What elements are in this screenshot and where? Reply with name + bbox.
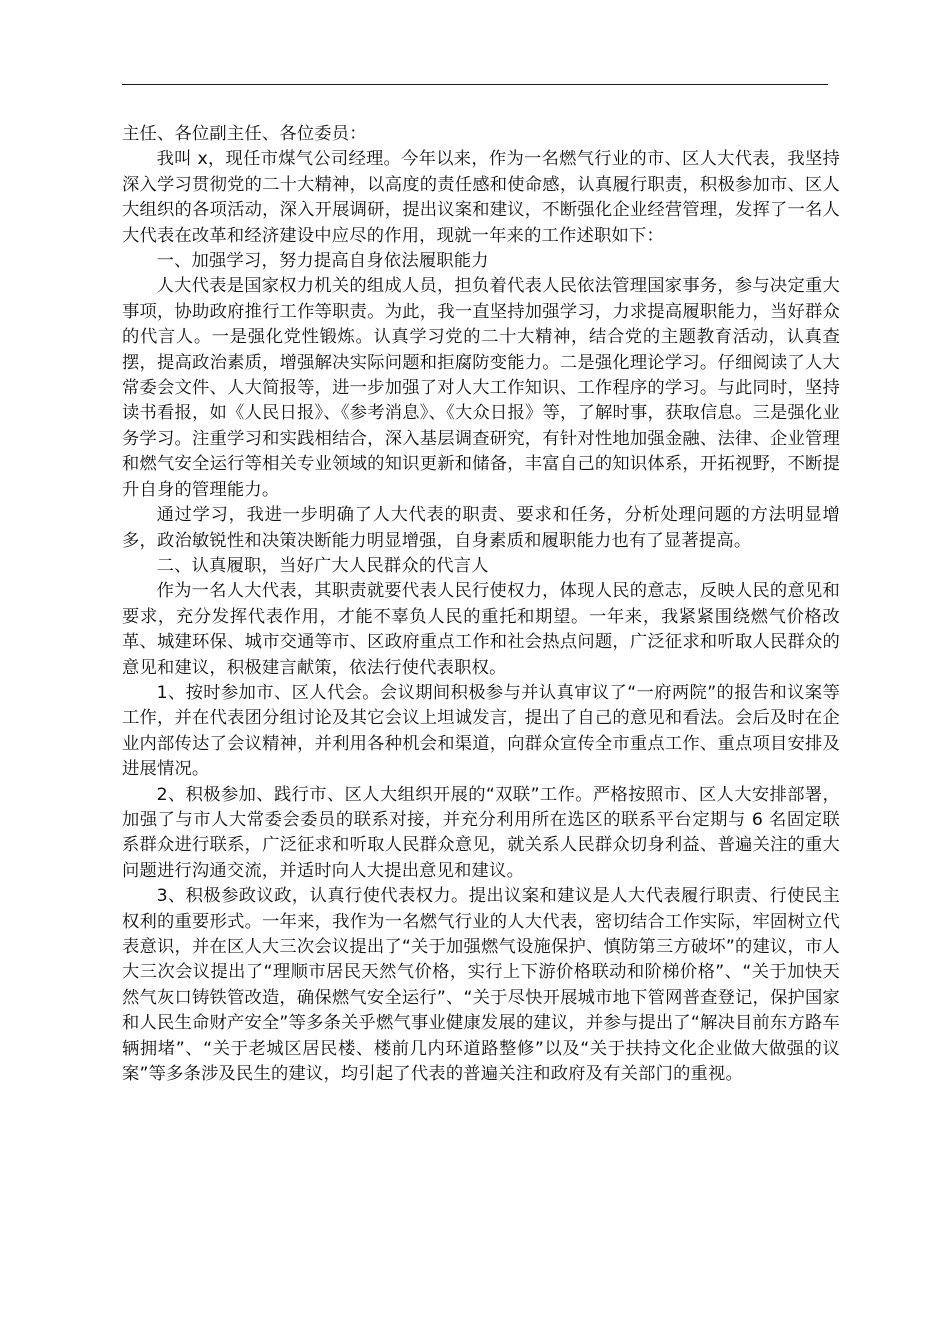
intro-paragraph: 我叫 x，现任市煤气公司经理。今年以来，作为一名燃气行业的市、区人大代表，我坚持深入学习贯彻党的二十大精神，以高度的责任感和使命感，认真履行职责，积极参加市、区人大组织的各项活动，深入开展调研，提出议案和建议，不断强化企业经营管理，发挥了一名人大代表在改革和经济建设中应尽的作用，现就一年来的工作述职如下： xyxy=(122,149,840,246)
section-heading-2: 二、认真履职，当好广大人民群众的代言人 xyxy=(156,555,489,576)
body-paragraph: 作为一名人大代表，其职责就要代表人民行使权力，体现人民的意志，反映人民的意见和要求，充分发挥代表作用，才能不辜负人民的重托和期望。一年来，我紧紧围绕燃气价格改革、城建环保、城市交通等市、区政府重点工作和社会热点问题，广泛征求和听取人民群众的意见和建议，积极建言献策，依法行使代表职权。 xyxy=(122,581,840,678)
body-paragraph: 人大代表是国家权力机关的组成人员，担负着代表人民依法管理国家事务，参与决定重大事项，协助政府推行工作等职责。为此，我一直坚持加强学习，力求提高履职能力，当好群众的代言人。一是强化党性锻炼。认真学习党的二十大精神，结合党的主题教育活动，认真查摆，提高政治素质，增强解决实际问题和拒腐防变能力。二是强化理论学习。仔细阅读了人大常委会文件、人大简报等，进一步加强了对人大工作知识、工作程序的学习。与此同时，坚持读书看报，如《人民日报》、《参考消息》、《大众日报》等，了解时事，获取信息。三是强化业务学习。注重学习和实践相结合，深入基层调查研究，有针对性地加强金融、法律、企业管理和燃气安全运行等相关专业领域的知识更新和储备，丰富自己的知识体系，开拓视野，不断提升自身的管理能力。 xyxy=(122,276,840,500)
header-rule xyxy=(122,84,828,85)
salutation: 主任、各位副主任、各位委员： xyxy=(122,124,367,144)
section-heading-1: 一、加强学习，努力提高自身依法履职能力 xyxy=(156,251,489,272)
list-item-2: 2、积极参加、践行市、区人大组织开展的“双联”工作。严格按照市、区人大安排部署，加强了与市人大常委会委员的联系对接，并充分利用所在选区的联系平台定期与 6 名固定联系群众进行联系，广泛征求和听取人民群众意见，就关系人民群众切身利益、普遍关注的重大问题进行沟通交流，并适时向人大提出意见和建议。 xyxy=(122,784,840,881)
list-item-3: 3、积极参政议政，认真行使代表权力。提出议案和建议是人大代表履行职责、行使民主权利的重要形式。一年来，我作为一名燃气行业的人大代表，密切结合工作实际，牢固树立代表意识，并在区人大三次会议提出了“关于加强燃气设施保护、慎防第三方破坏”的建议，市人大三次会议提出了“理顺市居民天然气价格，实行上下游价格联动和阶梯价格”、“关于加快天然气灰口铸铁管改造，确保燃气安全运行”、“关于尽快开展城市地下管网普查登记，保护国家和人民生命财产安全”等多条关乎燃气事业健康发展的建议，并参与提出了“解决目前东方路车辆拥堵”、“关于老城区居民楼、楼前几内环道路整修”以及“关于扶持文化企业做大做强的议案”等多条涉及民生的建议，均引起了代表的普遍关注和政府及有关部门的重视。 xyxy=(122,886,840,1085)
document-body xyxy=(122,122,840,1087)
list-item-1: 1、按时参加市、区人代会。会议期间积极参与并认真审议了“一府两院”的报告和议案等工作，并在代表团分组讨论及其它会议上坦诚发言，提出了自己的意见和看法。会后及时在企业内部传达了会议精神，并利用各种机会和渠道，向群众宣传全市重点工作、重点项目安排及进展情况。 xyxy=(122,682,840,780)
body-paragraph: 通过学习，我进一步明确了人大代表的职责、要求和任务，分析处理问题的方法明显增多，政治敏锐性和决策决断能力明显增强，自身素质和履职能力也有了显著提高。 xyxy=(122,505,840,551)
